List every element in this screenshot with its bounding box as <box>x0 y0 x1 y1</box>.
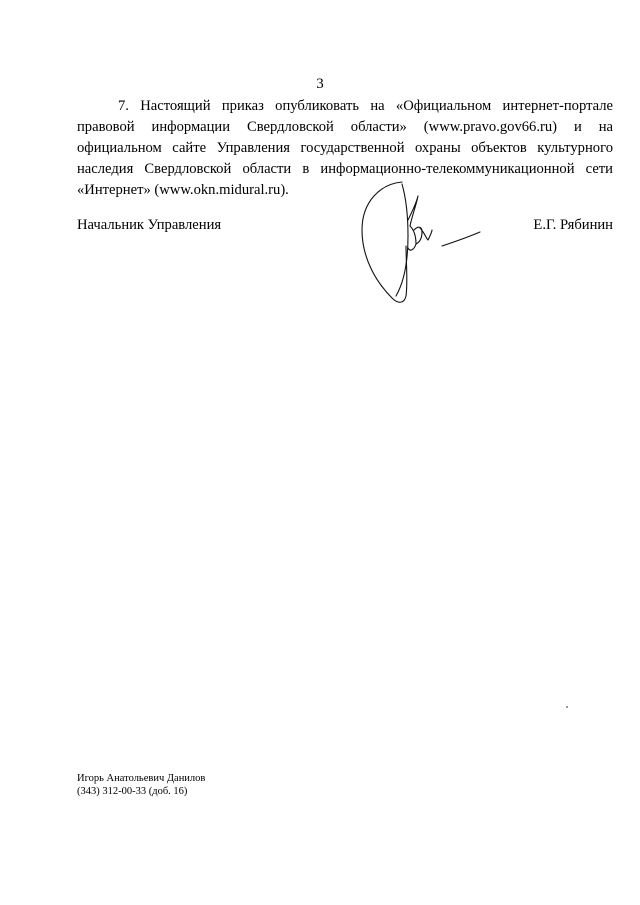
executor-info <box>77 772 205 798</box>
handwritten-signature <box>350 170 500 310</box>
executor-name: Игорь Анатольевич Данилов <box>77 773 206 784</box>
paragraph-item-7: 7. Настоящий приказ опубликовать на «Официальном интернет-портале правовой информации Свердловской области» (www.pravo.gov66.ru) и на официальном сайте Управления государственной охраны объектов культурного наследия Свердловской области в информационно-телекоммуникационной сети «Интернет» (www.okn.midural.ru). <box>77 98 613 198</box>
page-number: 3 <box>316 76 324 92</box>
signer-position: Начальник Управления <box>77 217 222 233</box>
executor-phone: (343) 312-00-33 (доб. 16) <box>77 786 188 797</box>
scan-dot <box>566 706 568 708</box>
signer-name: Е.Г. Рябинин <box>533 217 613 233</box>
